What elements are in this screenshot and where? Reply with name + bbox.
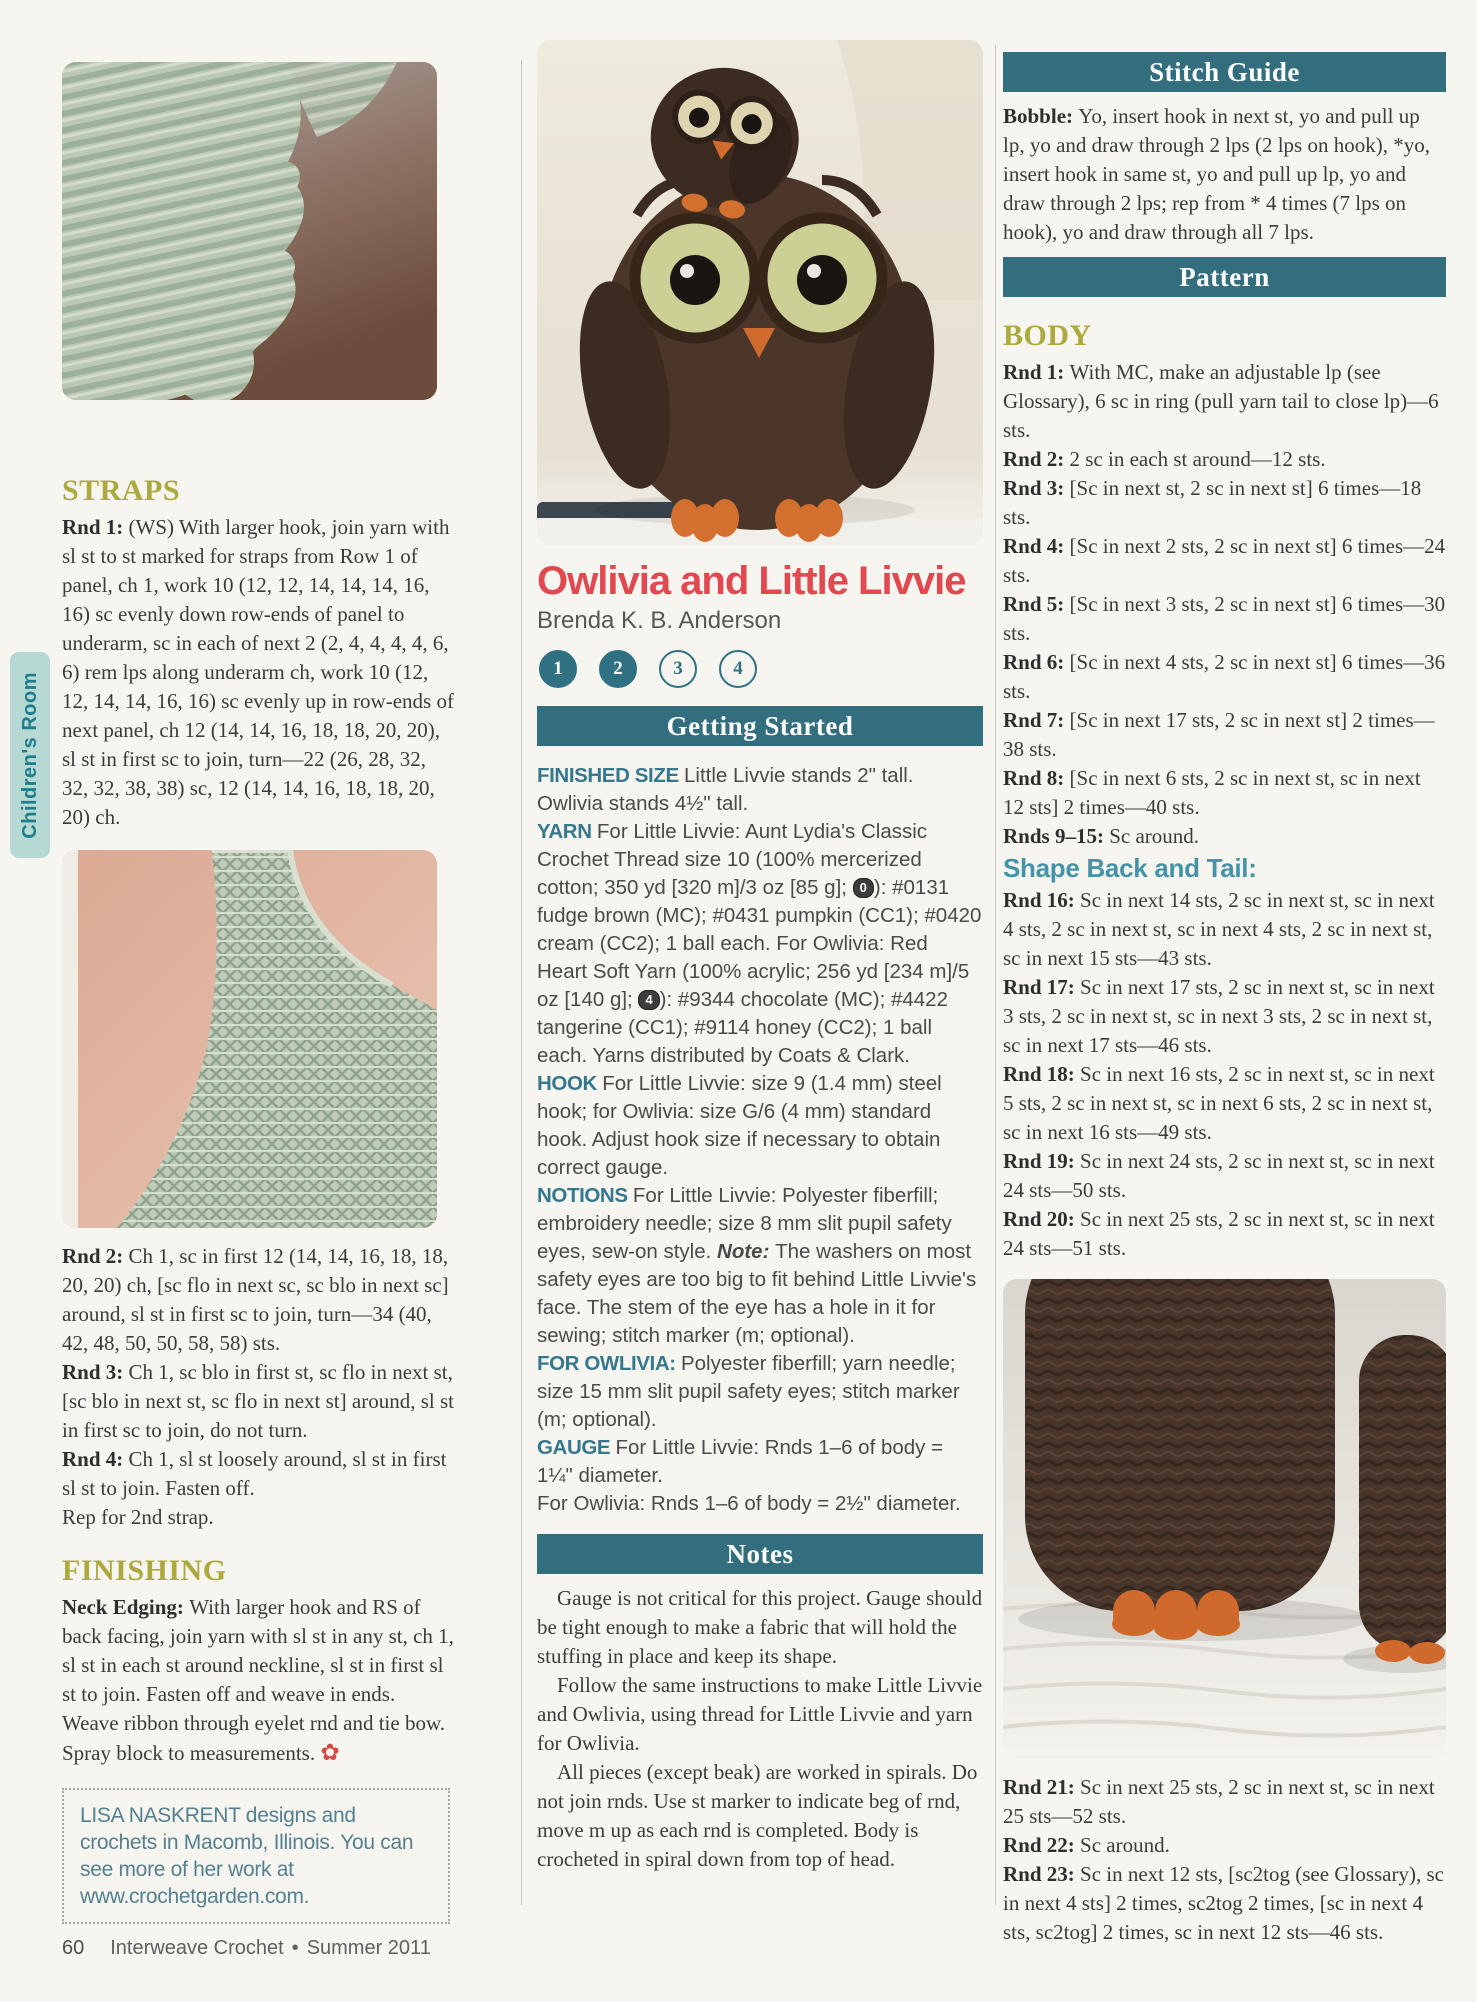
photo-owlivia-and-little-livvie xyxy=(537,40,983,545)
issue-name: Summer 2011 xyxy=(306,1937,431,1959)
pattern-round: Rnd 1: With MC, make an adjustable lp (see Glossary), 6 sc in ring (pull yarn tail to close lp)—6 sts. xyxy=(1003,360,1439,442)
column-divider xyxy=(521,60,522,1905)
pattern-round: Rnd 2: Ch 1, sc in first 12 (14, 14, 16, 18, 18, 20, 20) ch, [sc flo in next sc, sc blo in next sc] around, sl st in first sc to join, turn—34 (40, 42, 48, 50, 50, 58, 58) sts. xyxy=(62,1244,449,1355)
pattern-round: Rnd 4: [Sc in next 2 sts, 2 sc in next st] 6 times—24 sts. xyxy=(1003,534,1446,587)
stitch-guide-text xyxy=(1003,102,1446,247)
middle-column xyxy=(537,40,983,1874)
note-paragraph: Gauge is not critical for this project. Gauge should be tight enough to make a fabric that will hold the stuffing in place and keep its shape. xyxy=(537,1585,983,1668)
finishing-paragraph: Neck Edging: With larger hook and RS of back facing, join yarn with sl st in any st, ch 1, sl st in each st around neckline, sl st in first sl st to join. Fasten off and weave in ends. Weave ribbon through eyelet rnd and tie bow. Spray block to measurements. ✿ xyxy=(62,1595,454,1765)
body-rounds-3 xyxy=(1003,1773,1446,1947)
straps-rounds-1 xyxy=(62,513,454,832)
straps-heading: STRAPS xyxy=(62,474,181,507)
pattern-author: Brenda K. B. Anderson xyxy=(537,607,782,634)
straps-rounds-2 xyxy=(62,1242,454,1532)
pattern-round: Rnd 7: [Sc in next 17 sts, 2 sc in next st] 2 times—38 sts. xyxy=(1003,708,1435,761)
photo-neckline-crochet xyxy=(62,850,437,1228)
pattern-round: Rnd 3: [Sc in next st, 2 sc in next st] 6 times—18 sts. xyxy=(1003,476,1422,529)
page-footer xyxy=(62,1938,431,1958)
magazine-name: Interweave Crochet xyxy=(110,1937,284,1959)
note-paragraph: All pieces (except beak) are worked in spirals. Do not join rnds. Use st marker to indicate beg of rnd, move m up as each rnd is completed. Body is crocheted in spiral down from top of head. xyxy=(537,1759,978,1871)
yarn-weight-icon: 4 xyxy=(638,990,659,1010)
pattern-round: Rnd 3: Ch 1, sc blo in first st, sc flo in next st, [sc blo in next st, sc flo in next st] around, sl st in first sc to join, do not turn. xyxy=(62,1360,454,1442)
getting-started-entry: GAUGE For Little Livvie: Rnds 1–6 of body = 1¼" diameter. xyxy=(537,1435,944,1487)
yarn-weight-icon: 0 xyxy=(853,878,874,898)
designer-bio-text: LISA NASKRENT designs and crochets in Macomb, Illinois. You can see more of her work at www.crochetgarden.com. xyxy=(80,1804,414,1908)
pattern-round: Rnd 1: (WS) With larger hook, join yarn with sl st to st marked for straps from Row 1 of panel, ch 1, work 10 (12, 12, 14, 14, 14, 16, 16) sc evenly down row-ends of panel to underarm, sc in each of next 2 (2, 4, 4, 4, 4, 6, 6) rem lps along underarm ch, work 10 (12, 12, 14, 14, 16, 16) sc evenly up in row-ends of next panel, ch 12 (14, 14, 16, 18, 18, 20, 20), sl st in first sc to join, turn—22 (26, 28, 32, 32, 32, 38, 38) sc, 12 (14, 14, 16, 18, 18, 20, 20) ch. xyxy=(62,515,454,829)
pattern-round: Rnd 8: [Sc in next 6 sts, 2 sc in next st, sc in next 12 sts] 2 times—40 sts. xyxy=(1003,766,1421,819)
pattern-round: Rnd 20: Sc in next 25 sts, 2 sc in next st, sc in next 24 sts—51 sts. xyxy=(1003,1207,1435,1261)
pattern-round: Rnd 19: Sc in next 24 sts, 2 sc in next st, sc in next 24 sts—50 sts. xyxy=(1003,1149,1435,1203)
pattern-round: Rep for 2nd strap. xyxy=(62,1505,214,1529)
section-tab-label: Children's Room xyxy=(19,671,41,839)
body-heading: BODY xyxy=(1003,319,1092,352)
pattern-round: Rnd 2: 2 sc in each st around—12 sts. xyxy=(1003,447,1326,471)
getting-started-entries xyxy=(537,762,983,1518)
pattern-round: Rnd 16: Sc in next 14 sts, 2 sc in next st, sc in next 4 sts, 2 sc in next st, sc in next 4 sts, 2 sc in next st, sc in next 15 sts—43 sts. xyxy=(1003,888,1435,971)
difficulty-rating xyxy=(539,650,983,688)
getting-started-entry: YARN For Little Livvie: Aunt Lydia's Classic Crochet Thread size 10 (100% mercerized cotton; 350 yd [320 m]/3 oz [85 g]; 0 ): #0131 fudge brown (MC); #0431 pumpkin (CC1); #0420 cream (CC2); 1 ball each. For Owlivia: Red Heart Soft Yarn (100% acrylic; 256 yd [234 m]/5 oz [140 g]; 4 ): #9344 chocolate (MC); #4422 tangerine (CC1); #9114 honey (CC2); 1 ball each. Yarns distributed by Coats & Clark. xyxy=(537,819,982,1067)
notes-header: Notes xyxy=(537,1534,983,1574)
pattern-round: Rnd 18: Sc in next 16 sts, 2 sc in next st, sc in next 5 sts, 2 sc in next st, sc in next 6 sts, 2 sc in next st, sc in next 16 sts—49 sts. xyxy=(1003,1062,1435,1145)
getting-started-entry: HOOK For Little Livvie: size 9 (1.4 mm) steel hook; for Owlivia: size G/6 (4 mm) standard hook. Adjust hook size if necessary to obtain correct gauge. xyxy=(537,1071,942,1179)
getting-started-entry: FINISHED SIZE Little Livvie stands 2" tall. Owlivia stands 4½" tall. xyxy=(537,763,914,815)
pattern-round: Rnd 23: Sc in next 12 sts, [sc2tog (see Glossary), sc in next 4 sts] 2 times, sc2tog 2 times, [sc in next 4 sts, sc2tog] 2 times, sc in next 12 sts—46 sts. xyxy=(1003,1862,1444,1945)
pattern-round: Rnd 17: Sc in next 17 sts, 2 sc in next st, sc in next 3 sts, 2 sc in next st, sc in next 3 sts, 2 sc in next st, sc in next 17 sts—46 sts. xyxy=(1003,975,1435,1058)
designer-bio-box xyxy=(62,1788,450,1924)
pattern-round: Rnd 22: Sc around. xyxy=(1003,1833,1170,1858)
pattern-title: Owlivia and Little Livvie xyxy=(537,559,966,603)
body-rounds-1 xyxy=(1003,358,1446,851)
getting-started-entry: FOR OWLIVIA: Polyester fiberfill; yarn needle; size 15 mm slit pupil safety eyes; stitch marker (m; optional). xyxy=(537,1351,960,1431)
stitch-guide-entry: Bobble: Yo, insert hook in next st, yo and pull up lp, yo and draw through 2 lps (2 lps on hook), *yo, insert hook in same st, yo and pull up lp, yo and draw through 2 lps; rep from * 4 times (7 lps on hook), yo and draw through all 7 lps. xyxy=(1003,104,1430,244)
difficulty-level-4-icon: 4 xyxy=(719,650,757,688)
getting-started-entry: NOTIONS For Little Livvie: Polyester fiberfill; embroidery needle; size 8 mm slit pupil safety eyes, sew-on style. Note: The washers on most safety eyes are too big to fit behind Little Livvie's face. The stem of the eye has a hole in it for sewing; stitch marker (m; optional). xyxy=(537,1183,977,1347)
finishing-text xyxy=(62,1593,454,1768)
notes-paragraphs xyxy=(537,1584,983,1874)
pattern-round: Rnd 4: Ch 1, sl st loosely around, sl st in first sl st to join. Fasten off. xyxy=(62,1447,447,1500)
left-column xyxy=(62,62,454,1924)
difficulty-level-3-icon: 3 xyxy=(659,650,697,688)
pattern-round: Rnds 9–15: Sc around. xyxy=(1003,824,1200,848)
difficulty-level-2-icon: 2 xyxy=(599,650,637,688)
finishing-heading: FINISHING xyxy=(62,1554,227,1587)
note-paragraph: Follow the same instructions to make Little Livvie and Owlivia, using thread for Little Livvie and yarn for Owlivia. xyxy=(537,1672,983,1755)
stitch-guide-header: Stitch Guide xyxy=(1003,52,1446,92)
difficulty-level-1-icon: 1 xyxy=(539,650,577,688)
shape-back-tail-heading: Shape Back and Tail: xyxy=(1003,853,1257,883)
photo-owl-body-closeup xyxy=(1003,1279,1446,1759)
getting-started-header: Getting Started xyxy=(537,706,983,746)
pattern-round: Rnd 21: Sc in next 25 sts, 2 sc in next st, sc in next 25 sts—52 sts. xyxy=(1003,1775,1435,1829)
getting-started-entry: For Owlivia: Rnds 1–6 of body = 2½" diameter. xyxy=(537,1491,961,1515)
photo-chevron-crochet xyxy=(62,62,437,400)
pattern-round: Rnd 5: [Sc in next 3 sts, 2 sc in next st] 6 times—30 sts. xyxy=(1003,592,1446,645)
body-rounds-2 xyxy=(1003,886,1446,1263)
section-tab-childrens-room xyxy=(10,652,50,858)
pattern-header: Pattern xyxy=(1003,257,1446,297)
page-number: 60 xyxy=(62,1937,85,1959)
right-column xyxy=(1003,52,1446,1947)
column-divider xyxy=(995,45,996,1905)
pattern-round: Rnd 6: [Sc in next 4 sts, 2 sc in next st] 6 times—36 sts. xyxy=(1003,650,1446,703)
footer-bullet: • xyxy=(291,1937,299,1959)
